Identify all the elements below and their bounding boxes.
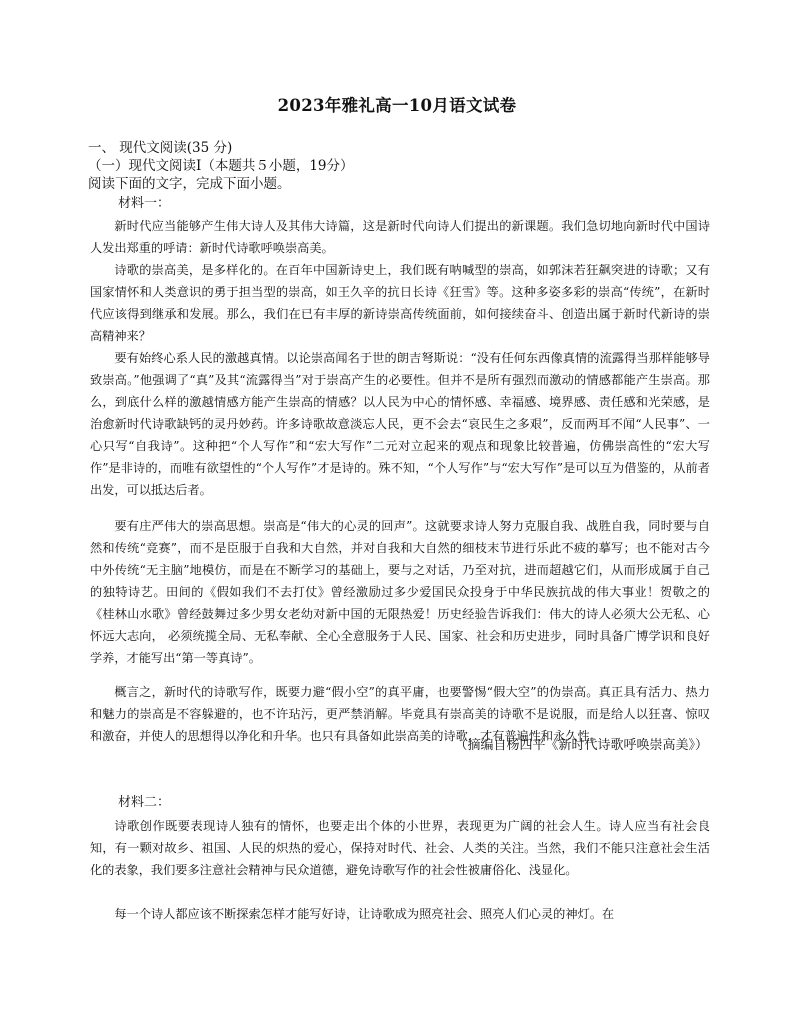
material-1-source: （摘编自杨四平《新时代诗歌呼唤崇高美》） <box>454 738 708 753</box>
section-heading: 一、 现代文阅读(35 分) <box>88 140 233 156</box>
material-1-paragraph: 诗歌的崇高美，是多样化的。在百年中国新诗史上，我们既有呐喊型的崇高，如郭沫若狂飙突进的诗歌；又有国家情怀和人类意识的勇于担当型的崇高，如王久辛的抗日长诗《狂雪》等。这种多姿多彩的崇高“传统”，在新时代应该得到继承和发展。那么，我们在已有丰厚的新诗崇高传统面前，如何接续奋斗、创造出属于新时代新诗的崇高精神来？ <box>90 263 710 343</box>
material-2-label: 材料二： <box>118 795 171 810</box>
material-1-paragraph: 新时代应当能够产生伟大诗人及其伟大诗篇，这是新时代向诗人们提出的新课题。我们急切地向新时代中国诗人发出郑重的呼请：新时代诗歌呼唤崇高美。 <box>90 219 710 255</box>
material-1-paragraph: 概言之，新时代的诗歌写作，既要力避“假小空”的真平庸，也要警惕“假大空”的伪崇高。真正具有活力、热力和魅力的崇高是不容躲避的，也不许玷污，更严禁消解。毕竟具有崇高美的诗歌不是说服，而是给人以狂喜、惊叹和激奋，并使人的思想得以净化和升华。也只有具备如此崇高美的诗歌，才有普遍性和永久性。 <box>90 685 710 743</box>
material-2-paragraph: 每一个诗人都应该不断探索怎样才能写好诗，让诗歌成为照亮社会、照亮人们心灵的神灯。在 <box>114 907 615 921</box>
material-1-paragraph: 要有庄严伟大的崇高思想。崇高是“伟大的心灵的回声”。这就要求诗人努力克服自我、战胜自我，同时要与自然和传统“竞赛”，而不是臣服于自我和大自然，并对自我和大自然的细枝末节进行乐此不疲的摹写；也不能对古今中外传统“无主脑”地模仿，而是在不断学习的基础上，要与之对话，乃至对抗，进而超越它们，从而形成属于自己的独特诗艺。田间的《假如我们不去打仗》曾经激励过多少爱国民众投身于中华民族抗战的伟大事业！贺敬之的《桂林山水歌》曾经鼓舞过多少男女老幼对新中国的无限热爱！历史经验告诉我们：伟大的诗人必须大公无私、心怀远大志向， 必须统揽全局、无私奉献、全心全意服务于人民、国家、社会和历史进步，同时具备广博学识和良好学养，才能写出“第一等真诗”。 <box>90 519 710 665</box>
material-2-paragraph: 诗歌创作既要表现诗人独有的情怀，也要走出个体的小世界，表现更为广阔的社会人生。诗人应当有社会良知，有一颗对故乡、祖国、人民的炽热的爱心，保持对时代、社会、人类的关注。当然，我们不能只注意社会生活化的表象，我们要多注意社会精神与民众道德，避免诗歌写作的社会性被庸俗化、浅显化。 <box>90 819 710 877</box>
subsection-heading: （一）现代文阅读Ⅰ（本题共５小题，19分） <box>88 158 354 174</box>
material-1-label: 材料一： <box>118 196 171 211</box>
reading-instruction: 阅读下面的文字，完成下面小题。 <box>88 176 291 192</box>
exam-title: 2023年雅礼高一10月语文试卷 <box>277 96 517 115</box>
material-1-paragraph: 要有始终心系人民的激越真情。以论崇高闻名于世的朗吉弩斯说：“没有任何东西像真情的流露得当那样能够导致崇高。”他强调了“真”及其“流露得当”对于崇高产生的必要性。但并不是所有强烈而激动的情感都能产生崇高。那么，到底什么样的激越情感方能产生崇高的情感？以人民为中心的情怀感、幸福感、境界感、责任感和光荣感，是治愈新时代诗歌缺钙的灵丹妙药。许多诗歌故意淡忘人民，更不会去“哀民生之多艰”，反而两耳不闻“人民事”、一心只写“自我诗”。这种把“个人写作”和“宏大写作”二元对立起来的观点和现象比较普遍，仿佛崇高性的“宏大写作”是非诗的，而唯有欲望性的“个人写作”才是诗的。殊不知，“个人写作”与“宏大写作”是可以互为借鉴的，从前者出发，可以抵达后者。 <box>90 351 710 497</box>
